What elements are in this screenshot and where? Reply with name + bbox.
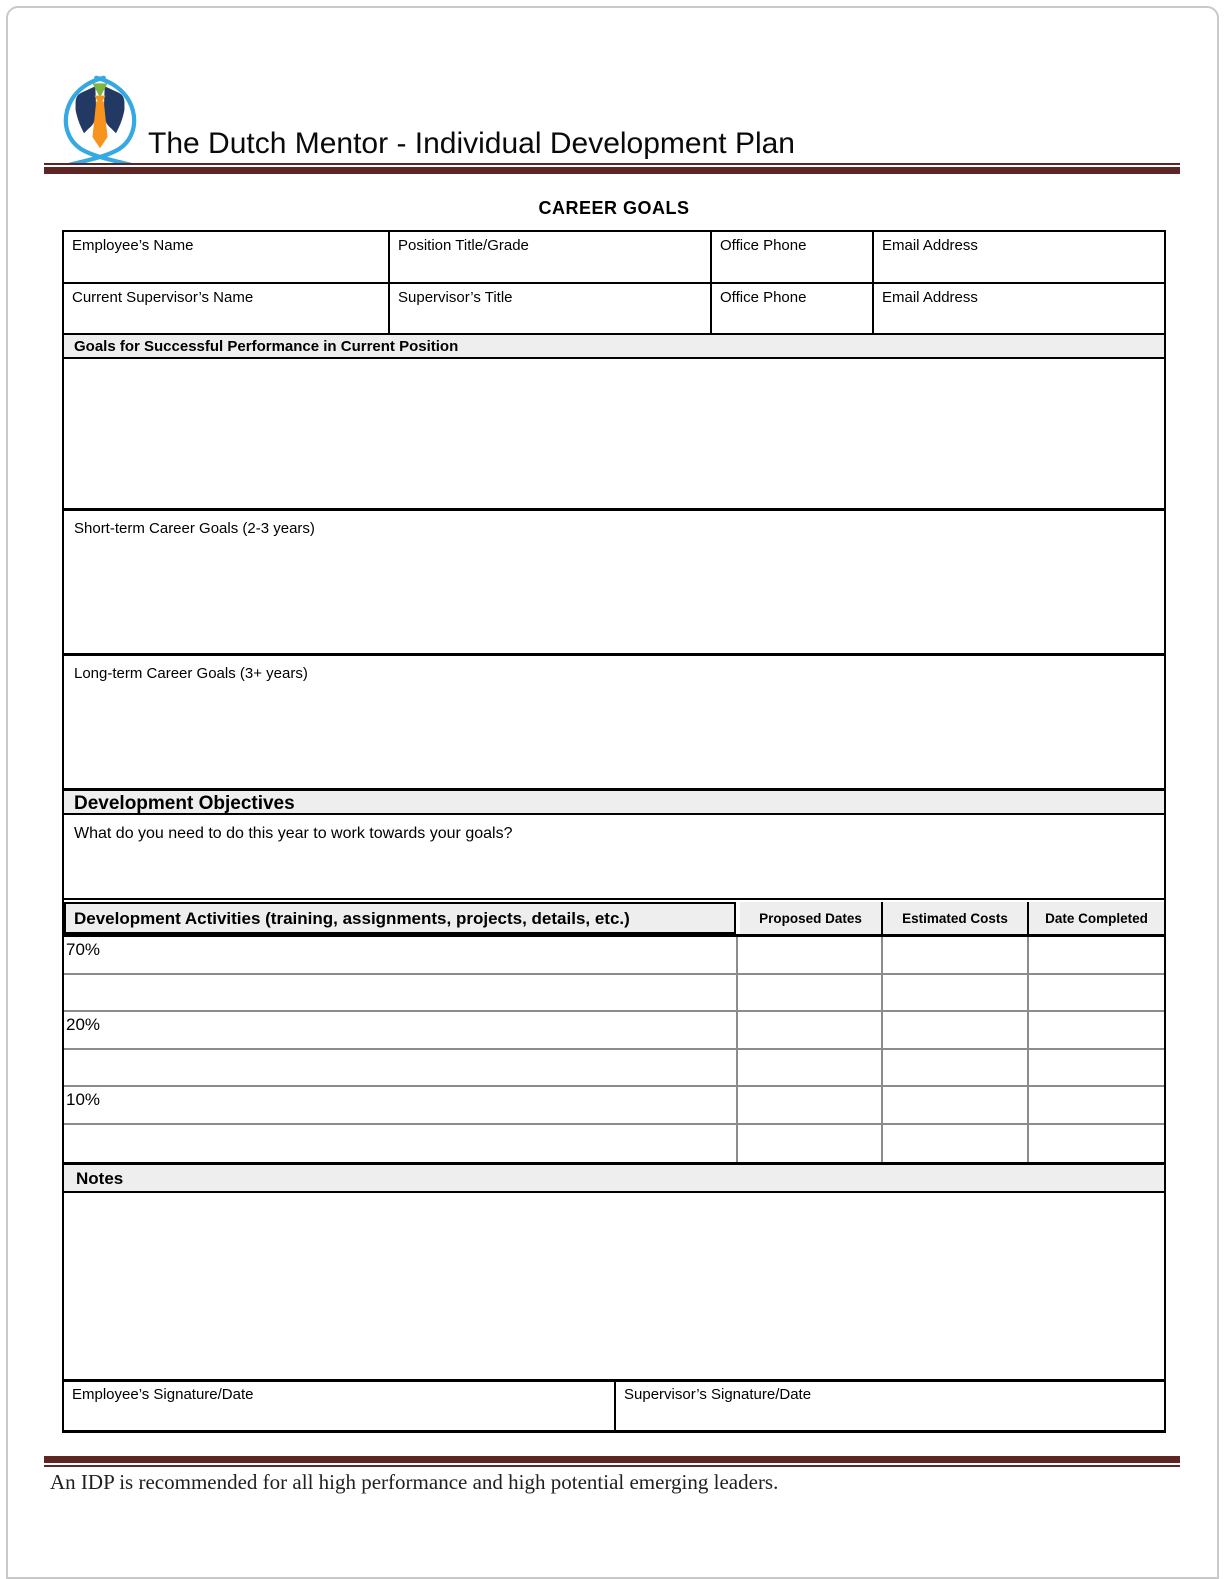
career-goals-form	[62, 230, 1166, 1433]
supervisor-office-phone-field[interactable]	[710, 284, 872, 333]
footer-note: An IDP is recommended for all high performance and high potential emerging leaders.	[50, 1470, 779, 1494]
supervisor-office-phone-label: Office Phone	[720, 289, 807, 306]
estimated-costs-cell[interactable]	[881, 937, 1027, 973]
employee-office-phone-label: Office Phone	[720, 237, 807, 254]
estimated-costs-cell[interactable]	[881, 975, 1027, 1011]
supervisor-title-field[interactable]	[388, 284, 710, 333]
footer-divider-rule	[44, 1456, 1180, 1467]
employee-signature-field[interactable]	[64, 1382, 614, 1430]
employee-name-field[interactable]	[64, 232, 388, 282]
proposed-dates-cell[interactable]	[736, 937, 881, 973]
date-completed-cell[interactable]	[1027, 1125, 1164, 1163]
brand-title: The Dutch Mentor - Individual Development Plan	[148, 127, 795, 160]
date-completed-column-header: Date Completed	[1027, 902, 1164, 934]
proposed-dates-cell[interactable]	[736, 975, 881, 1011]
proposed-dates-cell[interactable]	[736, 1125, 881, 1163]
supervisor-name-field[interactable]	[64, 284, 388, 333]
estimated-costs-column-header: Estimated Costs	[881, 902, 1027, 934]
development-objectives-header: Development Objectives	[64, 788, 1164, 815]
goals-section-header: Goals for Successful Performance in Current Position	[64, 333, 1164, 359]
activities-header: Development Activities (training, assignments, projects, details, etc.)	[64, 902, 736, 934]
development-objectives-field[interactable]	[64, 815, 1164, 900]
supervisor-signature-label: Supervisor’s Signature/Date	[624, 1386, 812, 1403]
notes-field[interactable]	[64, 1193, 1164, 1379]
long-term-goals-label: Long-term Career Goals (3+ years)	[74, 665, 308, 682]
supervisor-info-row	[64, 282, 1164, 333]
activity-row-10	[64, 1087, 1164, 1125]
date-completed-cell[interactable]	[1027, 1012, 1164, 1048]
activity-percent-label[interactable]: 70%	[66, 940, 101, 959]
estimated-costs-cell[interactable]	[881, 1012, 1027, 1048]
activities-header-row	[64, 900, 1164, 937]
supervisor-title-label: Supervisor’s Title	[398, 289, 513, 306]
activity-description-cell[interactable]	[64, 1050, 736, 1086]
development-objectives-question: What do you need to do this year to work towards your goals?	[74, 825, 513, 842]
form-title: CAREER GOALS	[538, 198, 690, 218]
document-page	[6, 6, 1219, 1579]
position-title-label: Position Title/Grade	[398, 237, 529, 254]
supervisor-signature-field[interactable]	[614, 1382, 1164, 1430]
proposed-dates-cell[interactable]	[736, 1050, 881, 1086]
supervisor-email-field[interactable]	[872, 284, 1164, 333]
activity-row	[64, 975, 1164, 1013]
activity-row	[64, 1125, 1164, 1163]
proposed-dates-cell[interactable]	[736, 1012, 881, 1048]
activity-row-70	[64, 937, 1164, 975]
estimated-costs-cell[interactable]	[881, 1050, 1027, 1086]
activity-percent-label[interactable]: 10%	[66, 1090, 101, 1109]
employee-office-phone-field[interactable]	[710, 232, 872, 282]
short-term-goals-field[interactable]	[64, 508, 1164, 653]
dutch-mentor-logo-icon	[53, 74, 147, 168]
supervisor-name-label: Current Supervisor’s Name	[72, 289, 254, 306]
goals-current-position-field[interactable]	[64, 359, 1164, 508]
proposed-dates-cell[interactable]	[736, 1087, 881, 1123]
date-completed-cell[interactable]	[1027, 1050, 1164, 1086]
date-completed-cell[interactable]	[1027, 975, 1164, 1011]
long-term-goals-field[interactable]	[64, 653, 1164, 788]
activity-description-cell[interactable]	[64, 1125, 736, 1163]
proposed-dates-column-header: Proposed Dates	[740, 902, 881, 934]
activity-row-20	[64, 1012, 1164, 1050]
employee-info-row	[64, 232, 1164, 282]
activity-description-cell[interactable]	[64, 975, 736, 1011]
signature-row	[64, 1379, 1164, 1430]
date-completed-cell[interactable]	[1027, 1087, 1164, 1123]
estimated-costs-cell[interactable]	[881, 1125, 1027, 1163]
header-divider-rule	[44, 163, 1180, 174]
employee-email-label: Email Address	[882, 237, 978, 254]
position-title-field[interactable]	[388, 232, 710, 282]
activity-percent-label[interactable]: 20%	[66, 1015, 101, 1034]
estimated-costs-cell[interactable]	[881, 1087, 1027, 1123]
notes-section-header: Notes	[64, 1162, 1164, 1193]
employee-email-field[interactable]	[872, 232, 1164, 282]
employee-signature-label: Employee’s Signature/Date	[72, 1386, 254, 1403]
date-completed-cell[interactable]	[1027, 937, 1164, 973]
supervisor-email-label: Email Address	[882, 289, 978, 306]
employee-name-label: Employee’s Name	[72, 237, 194, 254]
short-term-goals-label: Short-term Career Goals (2-3 years)	[74, 520, 315, 537]
activity-row	[64, 1050, 1164, 1088]
